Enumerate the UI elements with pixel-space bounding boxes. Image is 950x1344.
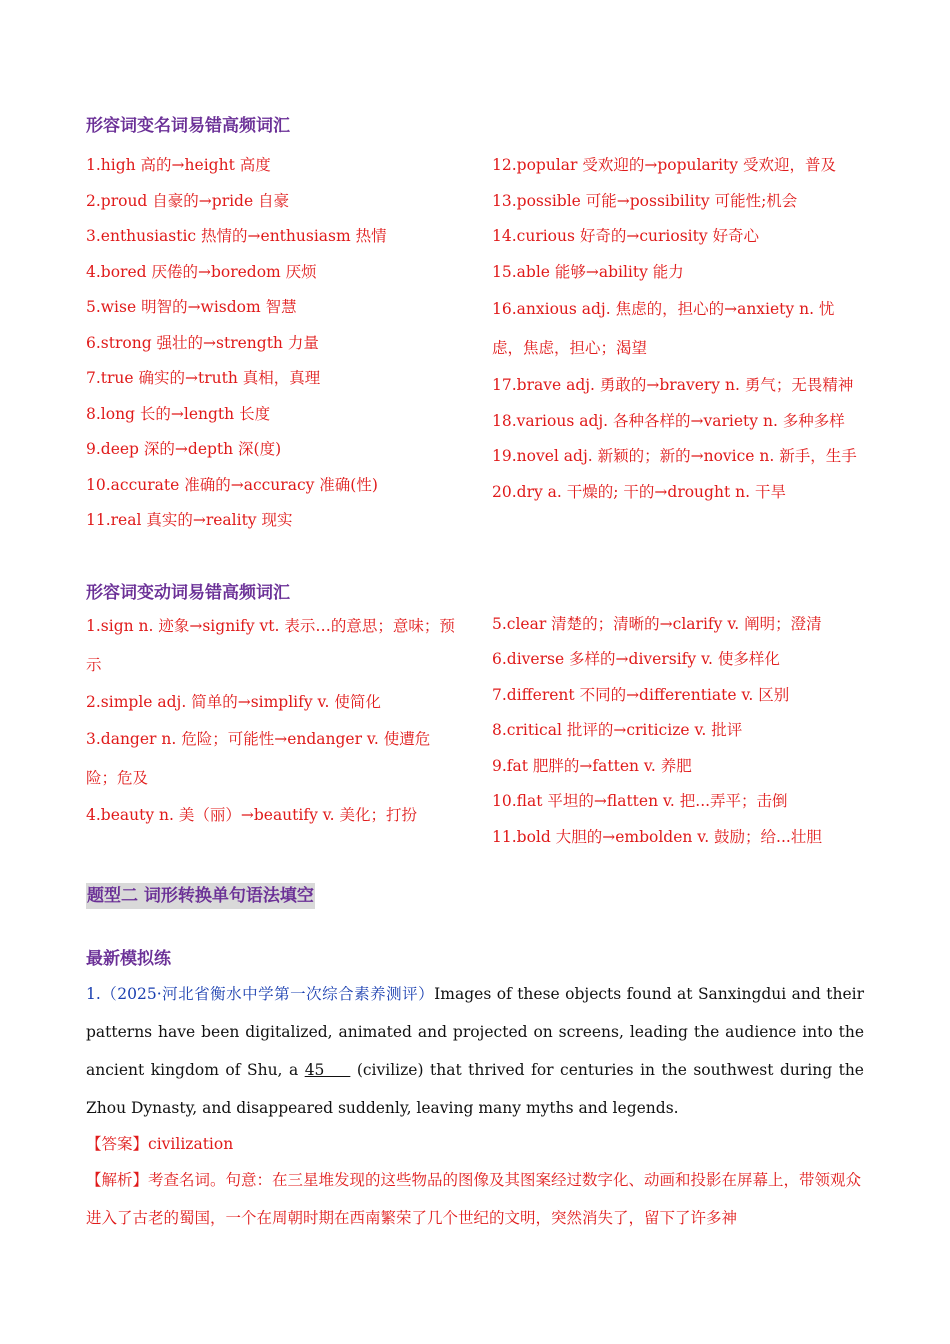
vocab-item: 19.novel adj. 新颖的；新的→novice n. 新手，生手 <box>492 447 857 465</box>
section-title-adj-to-verb: 形容词变动词易错高频词汇 <box>86 582 290 603</box>
adj-to-verb-left-column <box>86 607 458 856</box>
vocab-item: 7.true 确实的→truth 真相，真理 <box>86 369 321 387</box>
vocab-item: 10.accurate 准确的→accuracy 准确(性) <box>86 475 378 494</box>
vocab-item: 1.high 高的→height 高度 <box>86 156 271 174</box>
vocab-item: 11.real 真实的→reality 现实 <box>86 511 293 529</box>
vocab-item: 14.curious 好奇的→curiosity 好奇心 <box>492 227 760 245</box>
question-text-before: Images of these objects found at Sanxingdui and their patterns have been digitalized, animated and projected on screens, leading the audience into the ancient kingdom of Shu, a <box>86 985 865 1079</box>
vocab-item: 3.danger n. 危险；可能性→endanger v. 使遭危险；危及 <box>86 730 431 787</box>
vocab-item: 8.critical 批评的→criticize v. 批评 <box>492 721 743 739</box>
vocab-item: 17.brave adj. 勇敢的→bravery n. 勇气；无畏精神 <box>492 376 854 394</box>
vocab-item: 11.bold 大胆的→embolden v. 鼓励；给...壮胆 <box>492 827 822 846</box>
vocab-item: 9.deep 深的→depth 深(度) <box>86 440 282 458</box>
question-text-after: (civilize) that thrived for centuries in the southwest during the Zhou Dynasty, and disappeared suddenly, leaving many myths and legends. <box>86 1061 864 1117</box>
question-number: 1. <box>86 985 101 1003</box>
analysis-label: 【解析】 <box>86 1171 149 1189</box>
vocab-item: 18.various adj. 各种各样的→variety n. 多种多样 <box>492 411 845 430</box>
vocab-item: 8.long 长的→length 长度 <box>86 404 271 423</box>
vocab-item: 20.dry a. 干燥的; 干的→drought n. 干旱 <box>492 482 786 501</box>
document-page <box>86 112 864 1237</box>
analysis-paragraph <box>86 1161 864 1237</box>
vocab-item: 6.diverse 多样的→diversify v. 使多样化 <box>492 650 780 668</box>
vocab-item: 10.flat 平坦的→flatten v. 把...弄平；击倒 <box>492 792 788 810</box>
vocab-item: 6.strong 强壮的→strength 力量 <box>86 333 319 352</box>
adj-to-noun-left-column <box>86 148 458 539</box>
adj-to-noun-list <box>86 148 864 539</box>
adj-to-verb-right-column <box>492 607 864 856</box>
question-source: （2025·河北省衡水中学第一次综合素养测评） <box>100 985 435 1003</box>
practice-subheading: 最新模拟练 <box>86 949 171 969</box>
vocab-item: 1.sign n. 迹象→signify vt. 表示…的意思；意味；预示 <box>86 616 455 674</box>
vocab-item: 16.anxious adj. 焦虑的，担心的→anxiety n. 忧虑，焦虑，担心；渴望 <box>492 300 835 357</box>
question-type-title: 题型二 词形转换单句语法填空 <box>86 883 315 909</box>
vocab-item: 2.simple adj. 简单的→simplify v. 使简化 <box>86 692 381 711</box>
vocab-item: 13.possible 可能→possibility 可能性;机会 <box>492 191 798 210</box>
adj-to-noun-right-column <box>492 148 864 539</box>
question-blank: 45 <box>304 1061 351 1079</box>
analysis-text: 考查名词。句意：在三星堆发现的这些物品的图像及其图案经过数字化、动画和投影在屏幕上，带领观众进入了古老的蜀国，一个在周朝时期在西南繁荣了几个世纪的文明，突然消失了，留下了许多神 <box>86 1171 862 1227</box>
vocab-item: 3.enthusiastic 热情的→enthusiasm 热情 <box>86 227 387 245</box>
vocab-item: 12.popular 受欢迎的→popularity 受欢迎，普及 <box>492 156 836 174</box>
vocab-item: 5.wise 明智的→wisdom 智慧 <box>86 298 297 316</box>
adj-to-verb-list <box>86 607 864 856</box>
vocab-item: 9.fat 肥胖的→fatten v. 养肥 <box>492 756 692 775</box>
answer-value: civilization <box>148 1135 234 1153</box>
question-1 <box>86 975 864 1127</box>
vocab-item: 7.different 不同的→differentiate v. 区别 <box>492 685 790 704</box>
answer-label: 【答案】 <box>86 1135 149 1153</box>
vocab-item: 15.able 能够→ability 能力 <box>492 262 684 281</box>
answer-line <box>86 1127 864 1161</box>
vocab-item: 4.bored 厌倦的→boredom 厌烦 <box>86 262 317 281</box>
section-title-adj-to-noun: 形容词变名词易错高频词汇 <box>86 116 290 136</box>
vocab-item: 2.proud 自豪的→pride 自豪 <box>86 191 290 210</box>
question-type-banner <box>86 883 864 913</box>
vocab-item: 4.beauty n. 美（丽）→beautify v. 美化；打扮 <box>86 806 418 824</box>
vocab-item: 5.clear 清楚的；清晰的→clarify v. 阐明；澄清 <box>492 614 822 633</box>
